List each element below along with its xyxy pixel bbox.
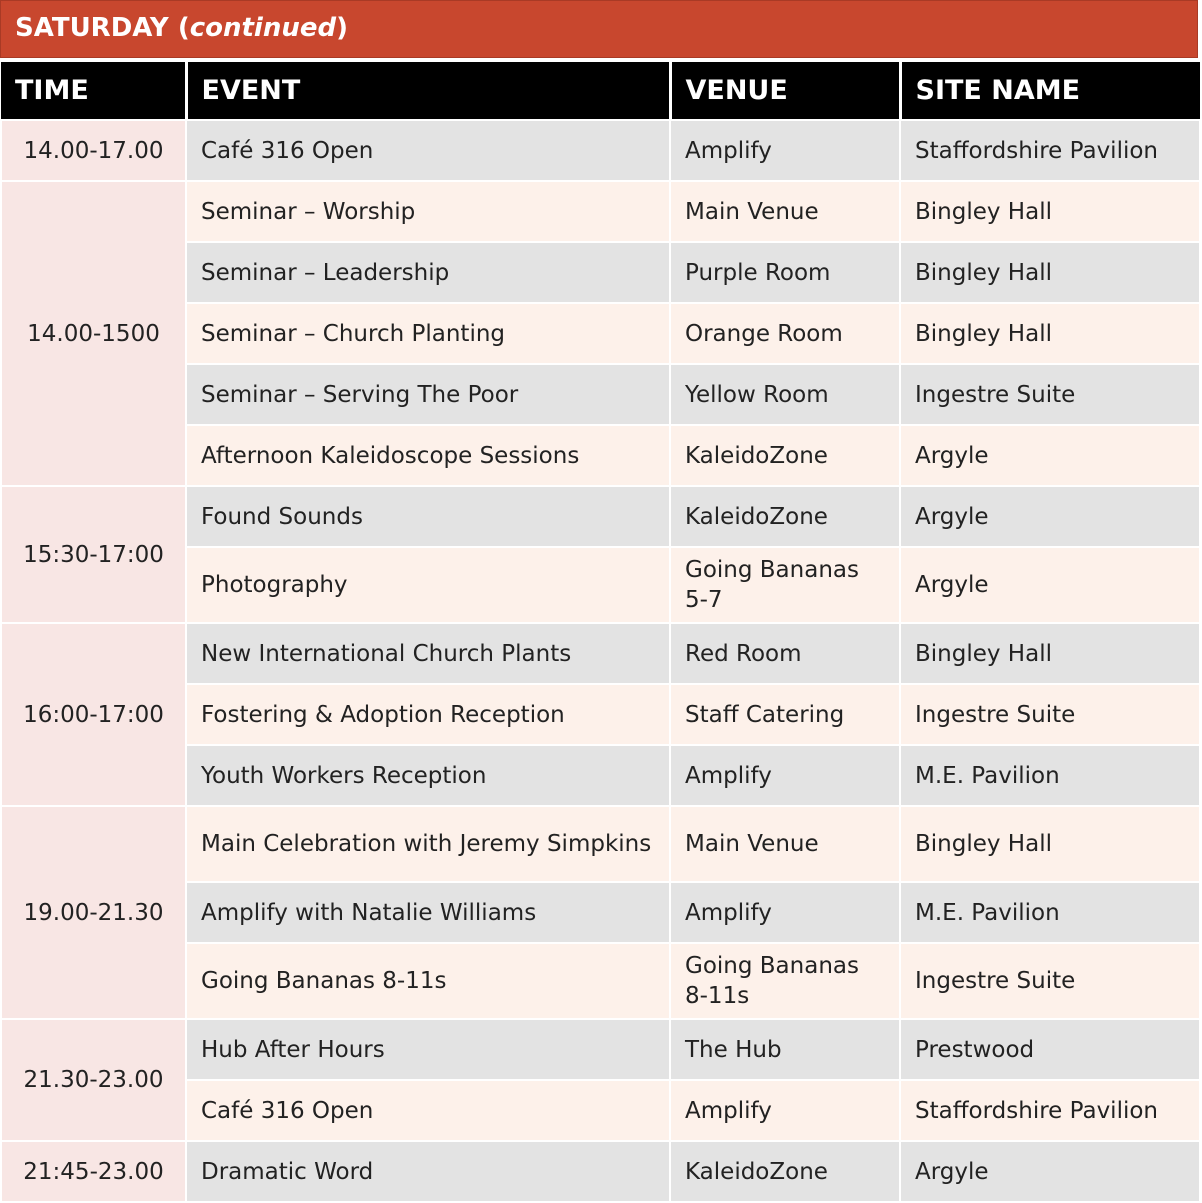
venue-cell: Amplify: [670, 745, 900, 806]
site-cell: Prestwood: [900, 1019, 1200, 1080]
event-cell: Fostering & Adoption Reception: [186, 684, 670, 745]
header-venue: VENUE: [670, 62, 900, 120]
site-cell: Bingley Hall: [900, 242, 1200, 303]
site-cell: Argyle: [900, 1141, 1200, 1202]
banner-open: (: [177, 13, 190, 43]
venue-cell: KaleidoZone: [670, 1141, 900, 1202]
event-cell: Amplify with Natalie Williams: [186, 882, 670, 943]
event-cell: Photography: [186, 547, 670, 623]
header-site: SITE NAME: [900, 62, 1200, 120]
venue-cell: Amplify: [670, 120, 900, 181]
table-row: [1, 120, 1200, 181]
time-cell: 15:30-17:00: [1, 486, 186, 623]
event-cell: Seminar – Serving The Poor: [186, 364, 670, 425]
site-cell: Bingley Hall: [900, 623, 1200, 684]
event-cell: Dramatic Word: [186, 1141, 670, 1202]
time-cell: 19.00-21.30: [1, 806, 186, 1019]
event-cell: Hub After Hours: [186, 1019, 670, 1080]
site-cell: M.E. Pavilion: [900, 745, 1200, 806]
site-cell: Ingestre Suite: [900, 943, 1200, 1019]
site-cell: Bingley Hall: [900, 303, 1200, 364]
banner-day: SATURDAY: [15, 13, 169, 43]
event-cell: Café 316 Open: [186, 1080, 670, 1141]
event-cell: Seminar – Leadership: [186, 242, 670, 303]
venue-cell: Amplify: [670, 1080, 900, 1141]
venue-cell: The Hub: [670, 1019, 900, 1080]
event-cell: New International Church Plants: [186, 623, 670, 684]
table-row: [1, 1019, 1200, 1080]
venue-cell: Staff Catering: [670, 684, 900, 745]
site-cell: Argyle: [900, 486, 1200, 547]
event-cell: Going Bananas 8-11s: [186, 943, 670, 1019]
table-row: [1, 486, 1200, 547]
venue-cell: KaleidoZone: [670, 425, 900, 486]
site-cell: Ingestre Suite: [900, 364, 1200, 425]
event-cell: Seminar – Church Planting: [186, 303, 670, 364]
section-banner: [0, 0, 1198, 58]
time-cell: 21:45-23.00: [1, 1141, 186, 1202]
venue-cell: Yellow Room: [670, 364, 900, 425]
time-cell: 14.00-17.00: [1, 120, 186, 181]
event-cell: Seminar – Worship: [186, 181, 670, 242]
site-cell: Staffordshire Pavilion: [900, 120, 1200, 181]
site-cell: Ingestre Suite: [900, 684, 1200, 745]
event-cell: Youth Workers Reception: [186, 745, 670, 806]
time-cell: 21.30-23.00: [1, 1019, 186, 1141]
site-cell: Bingley Hall: [900, 806, 1200, 882]
table-row: [1, 806, 1200, 882]
venue-cell: Going Bananas 8-11s: [670, 943, 900, 1019]
schedule-table: [0, 62, 1201, 1203]
table-row: [1, 1141, 1200, 1202]
venue-cell: Red Room: [670, 623, 900, 684]
site-cell: M.E. Pavilion: [900, 882, 1200, 943]
event-cell: Afternoon Kaleidoscope Sessions: [186, 425, 670, 486]
table-row: [1, 181, 1200, 242]
event-cell: Main Celebration with Jeremy Simpkins: [186, 806, 670, 882]
venue-cell: Main Venue: [670, 806, 900, 882]
site-cell: Argyle: [900, 547, 1200, 623]
banner-note: continued: [189, 13, 337, 43]
header-event: EVENT: [186, 62, 670, 120]
banner-close: ): [336, 13, 348, 43]
venue-cell: Orange Room: [670, 303, 900, 364]
header-row: [1, 62, 1200, 120]
event-cell: Found Sounds: [186, 486, 670, 547]
venue-cell: KaleidoZone: [670, 486, 900, 547]
venue-cell: Going Bananas 5-7: [670, 547, 900, 623]
header-time: TIME: [1, 62, 186, 120]
venue-cell: Amplify: [670, 882, 900, 943]
time-cell: 14.00-1500: [1, 181, 186, 486]
venue-cell: Main Venue: [670, 181, 900, 242]
event-cell: Café 316 Open: [186, 120, 670, 181]
table-row: [1, 623, 1200, 684]
site-cell: Staffordshire Pavilion: [900, 1080, 1200, 1141]
venue-cell: Purple Room: [670, 242, 900, 303]
site-cell: Bingley Hall: [900, 181, 1200, 242]
time-cell: 16:00-17:00: [1, 623, 186, 806]
site-cell: Argyle: [900, 425, 1200, 486]
